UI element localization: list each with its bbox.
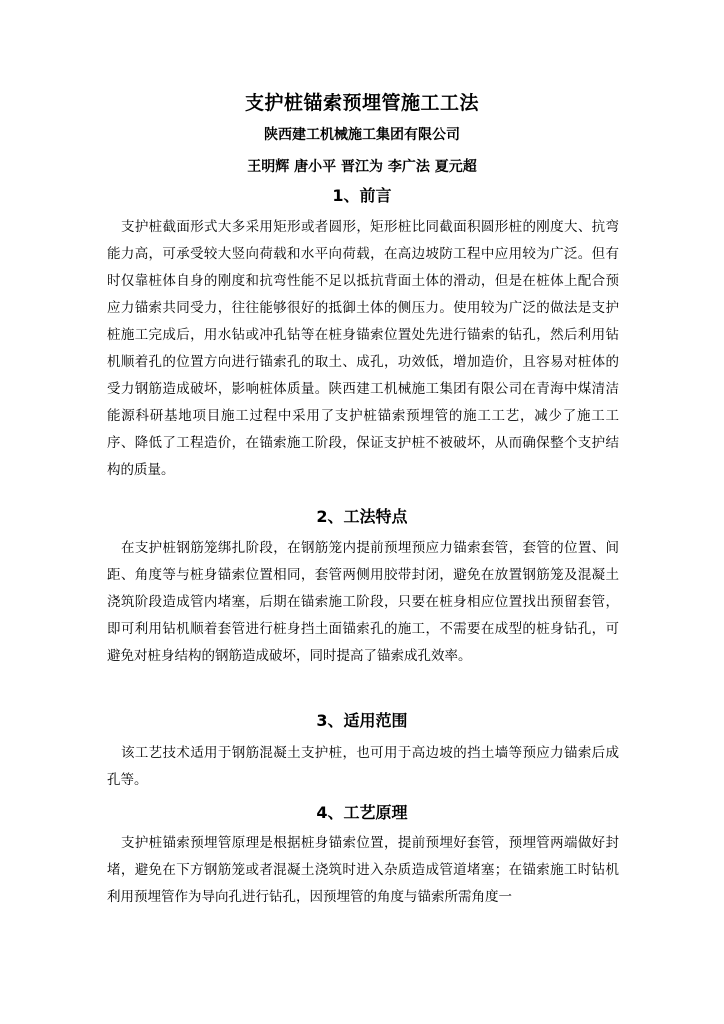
- document-title: 支护桩锚索预埋管施工工法: [244, 92, 479, 114]
- section-body-principle: 支护桩锚索预埋管原理是根据桩身锚索位置，提前预埋好套管，预埋管两端做好封堵，避免在下方钢筋笼或者混凝土浇筑时进入杂质造成管道堵塞；在锚索施工时钻机利用预埋管作为导向孔进行钻孔，因预埋管的角度与锚索所需角度一: [107, 835, 619, 905]
- section-body-scope: 该工艺技术适用于钢筋混凝土支护桩，也可用于高边坡的挡土墙等预应力锚索后成孔等。: [107, 745, 619, 788]
- section-body-preface: 支护桩截面形式大多采用矩形或者圆形，矩形桩比同截面积圆形桩的刚度大、抗弯能力高，可承受较大竖向荷载和水平向荷载，在高边坡防工程中应用较为广泛。但有时仅靠桩体自身的刚度和抗弯性能不足以抵抗背面土体的滑动，但是在桩体上配合预应力锚索共同受力，往往能够很好的抵御土体的侧压力。使用较为广泛的做法是支护桩施工完成后，用水钻或冲孔钻等在桩身锚索位置处先进行锚索的钻孔，然后利用钻机顺着孔的位置方向进行锚索孔的取土、成孔，功效低，增加造价，且容易对桩体的受力钢筋造成破坏，影响桩体质量。陕西建工机械施工集团有限公司在青海中煤清洁能源科研基地项目施工过程中采用了支护桩锚索预埋管的施工工艺，减少了施工工序、降低了工程造价，在锚索施工阶段，保证支护桩不被破坏，从而确保整个支护结构的质量。: [107, 219, 619, 478]
- organization-name: 陕西建工机械施工集团有限公司: [264, 127, 460, 143]
- section-heading-features: 2、工法特点: [316, 507, 408, 526]
- section-heading-scope: 3、适用范围: [316, 711, 408, 730]
- section-heading-preface: 1、前言: [332, 186, 392, 205]
- author-list: 王明辉 唐小平 晋江为 李广法 夏元超: [247, 159, 477, 175]
- section-heading-principle: 4、工艺原理: [316, 803, 408, 822]
- section-body-features: 在支护桩钢筋笼绑扎阶段，在钢筋笼内提前预埋预应力锚索套管，套管的位置、间距、角度等与桩身锚索位置相同，套管两侧用胶带封闭，避免在放置钢筋笼及混凝土浇筑阶段造成管内堵塞，后期在锚索施工阶段，只要在桩身相应位置找出预留套管，即可利用钻机顺着套管进行桩身挡土面锚索孔的施工，不需要在成型的桩身钻孔，可避免对桩身结构的钢筋造成破坏，同时提高了锚索成孔效率。: [107, 540, 619, 664]
